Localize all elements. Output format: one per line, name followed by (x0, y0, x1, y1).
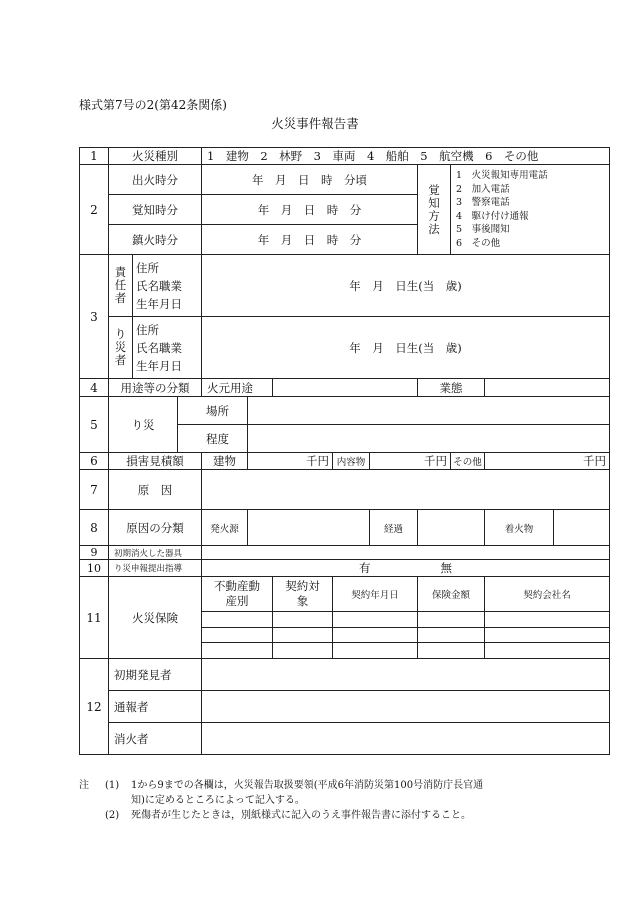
other-label: その他 (451, 453, 485, 470)
damage-report-guidance-value[interactable] (202, 560, 610, 577)
extinguish-time-label: 鎮火時分 (109, 225, 202, 255)
note-number: (2) (105, 810, 120, 821)
method-item: 5 事後聞知 (456, 224, 510, 235)
insurance-cell[interactable] (418, 628, 485, 643)
note-1-line-1: 1から9までの各欄は，火災報告取扱要領(平成6年消防災第100号消防庁長官通 (131, 780, 484, 791)
insurance-header: 保険金額 (418, 577, 485, 612)
business-type-value[interactable] (485, 379, 610, 397)
ignited-material-value[interactable] (554, 510, 610, 546)
insurance-cell[interactable] (202, 643, 273, 659)
victim-fields: 住所 氏名職業 生年月日 (133, 317, 202, 379)
outbreak-time-label: 出火時分 (109, 165, 202, 195)
insurance-cell[interactable] (418, 612, 485, 628)
responsible-fields: 住所 氏名職業 生年月日 (133, 255, 202, 317)
insurance-cell[interactable] (273, 628, 333, 643)
insurance-cell[interactable] (485, 643, 610, 659)
row-number: 4 (80, 379, 109, 397)
detection-method-label: 覚知方法 (418, 165, 451, 255)
first-discoverer-label: 初期発見者 (109, 659, 202, 691)
insurance-cell[interactable] (333, 643, 418, 659)
damage-estimate-label: 損害見積額 (109, 453, 202, 470)
reporter-value[interactable] (202, 691, 610, 723)
cause-value[interactable] (202, 470, 610, 510)
method-item: 4 駆け付け通報 (456, 210, 529, 222)
insurance-cell[interactable] (333, 628, 418, 643)
cause-label: 原 因 (109, 470, 202, 510)
fire-type-label: 火災種別 (109, 148, 202, 165)
row-number: 9 (80, 546, 109, 560)
responsible-birth[interactable]: 年 月 日生(当 歳) (202, 255, 610, 317)
note-1-line-2: 知)に定めるところによって記入する。 (131, 795, 305, 806)
option-no[interactable]: 無 (440, 561, 453, 575)
row-number: 6 (80, 453, 109, 470)
fire-origin-use-value[interactable] (273, 379, 418, 397)
ignited-material-label: 着火物 (485, 510, 554, 546)
detection-time-label: 覚知時分 (109, 195, 202, 225)
damage-place-value[interactable] (248, 397, 610, 425)
victim-label: り災者 (109, 317, 133, 379)
other-unit[interactable]: 千円 (485, 453, 610, 470)
process-value[interactable] (418, 510, 485, 546)
fire-type-options: 1 建物 2 林野 3 車両 4 船舶 5 航空機 6 その他 (202, 148, 610, 165)
outbreak-time-value[interactable]: 年 月 日 時 分頃 (202, 165, 418, 195)
contents-unit[interactable]: 千円 (370, 453, 451, 470)
row-number: 11 (80, 577, 109, 659)
fire-origin-use-label: 火元用途 (202, 379, 273, 397)
business-type-label: 業態 (418, 379, 485, 397)
insurance-header: 契約会社名 (485, 577, 610, 612)
fire-insurance-label: 火災保険 (109, 577, 202, 659)
cause-classification-label: 原因の分類 (109, 510, 202, 546)
contents-label: 内容物 (333, 453, 370, 470)
building-label: 建物 (202, 453, 248, 470)
damage-extent-value[interactable] (248, 425, 610, 453)
process-label: 経過 (370, 510, 418, 546)
extinguisher-person-value[interactable] (202, 723, 610, 755)
insurance-cell[interactable] (485, 612, 610, 628)
detection-method-list (451, 165, 610, 255)
method-item: 2 加入電話 (456, 183, 510, 195)
insurance-header: 不動産動産別 (202, 577, 273, 612)
notes (79, 778, 579, 823)
row-number: 12 (80, 659, 109, 755)
reporter-label: 通報者 (109, 691, 202, 723)
row-number: 5 (80, 397, 109, 453)
row-number: 10 (80, 560, 109, 577)
insurance-header: 契約年月日 (333, 577, 418, 612)
extinguisher-person-label: 消火者 (109, 723, 202, 755)
insurance-header: 契約対象 (273, 577, 333, 612)
form-number: 様式第7号の2(第42条関係) (79, 98, 227, 112)
notes-label: 注 (79, 780, 89, 791)
fire-report-table (79, 147, 610, 755)
building-unit[interactable]: 千円 (248, 453, 333, 470)
method-item: 1 火災報知専用電話 (456, 170, 548, 181)
damage-label: り災 (109, 397, 178, 453)
victim-birth[interactable]: 年 月 日生(当 歳) (202, 317, 610, 379)
initial-extinguisher-value[interactable] (202, 546, 610, 560)
row-number: 8 (80, 510, 109, 546)
row-number: 3 (80, 255, 109, 379)
row-number: 7 (80, 470, 109, 510)
ignition-source-label: 発火源 (202, 510, 248, 546)
damage-extent-label: 程度 (178, 425, 248, 453)
insurance-cell[interactable] (273, 643, 333, 659)
insurance-cell[interactable] (273, 612, 333, 628)
damage-report-guidance-label: り災申報提出指導 (109, 560, 202, 577)
extinguish-time-value[interactable]: 年 月 日 時 分 (202, 225, 418, 255)
method-item: 6 その他 (456, 237, 501, 249)
insurance-cell[interactable] (202, 628, 273, 643)
damage-place-label: 場所 (178, 397, 248, 425)
method-item: 3 警察電話 (456, 197, 510, 208)
first-discoverer-value[interactable] (202, 659, 610, 691)
note-number: (1) (105, 780, 120, 791)
insurance-cell[interactable] (202, 612, 273, 628)
use-classification-label: 用途等の分類 (109, 379, 202, 397)
row-number: 2 (80, 165, 109, 255)
initial-extinguisher-label: 初期消火した器具 (109, 546, 202, 560)
ignition-source-value[interactable] (248, 510, 370, 546)
document-title: 火災事件報告書 (271, 116, 359, 131)
insurance-cell[interactable] (485, 628, 610, 643)
note-2-text: 死傷者が生じたときは，別紙様式に記入のうえ事件報告書に添付すること。 (131, 810, 471, 821)
insurance-cell[interactable] (418, 643, 485, 659)
detection-time-value[interactable]: 年 月 日 時 分 (202, 195, 418, 225)
option-yes[interactable]: 有 (359, 561, 371, 575)
responsible-person-label: 責任者 (109, 255, 133, 317)
insurance-cell[interactable] (333, 612, 418, 628)
row-number: 1 (80, 148, 109, 165)
